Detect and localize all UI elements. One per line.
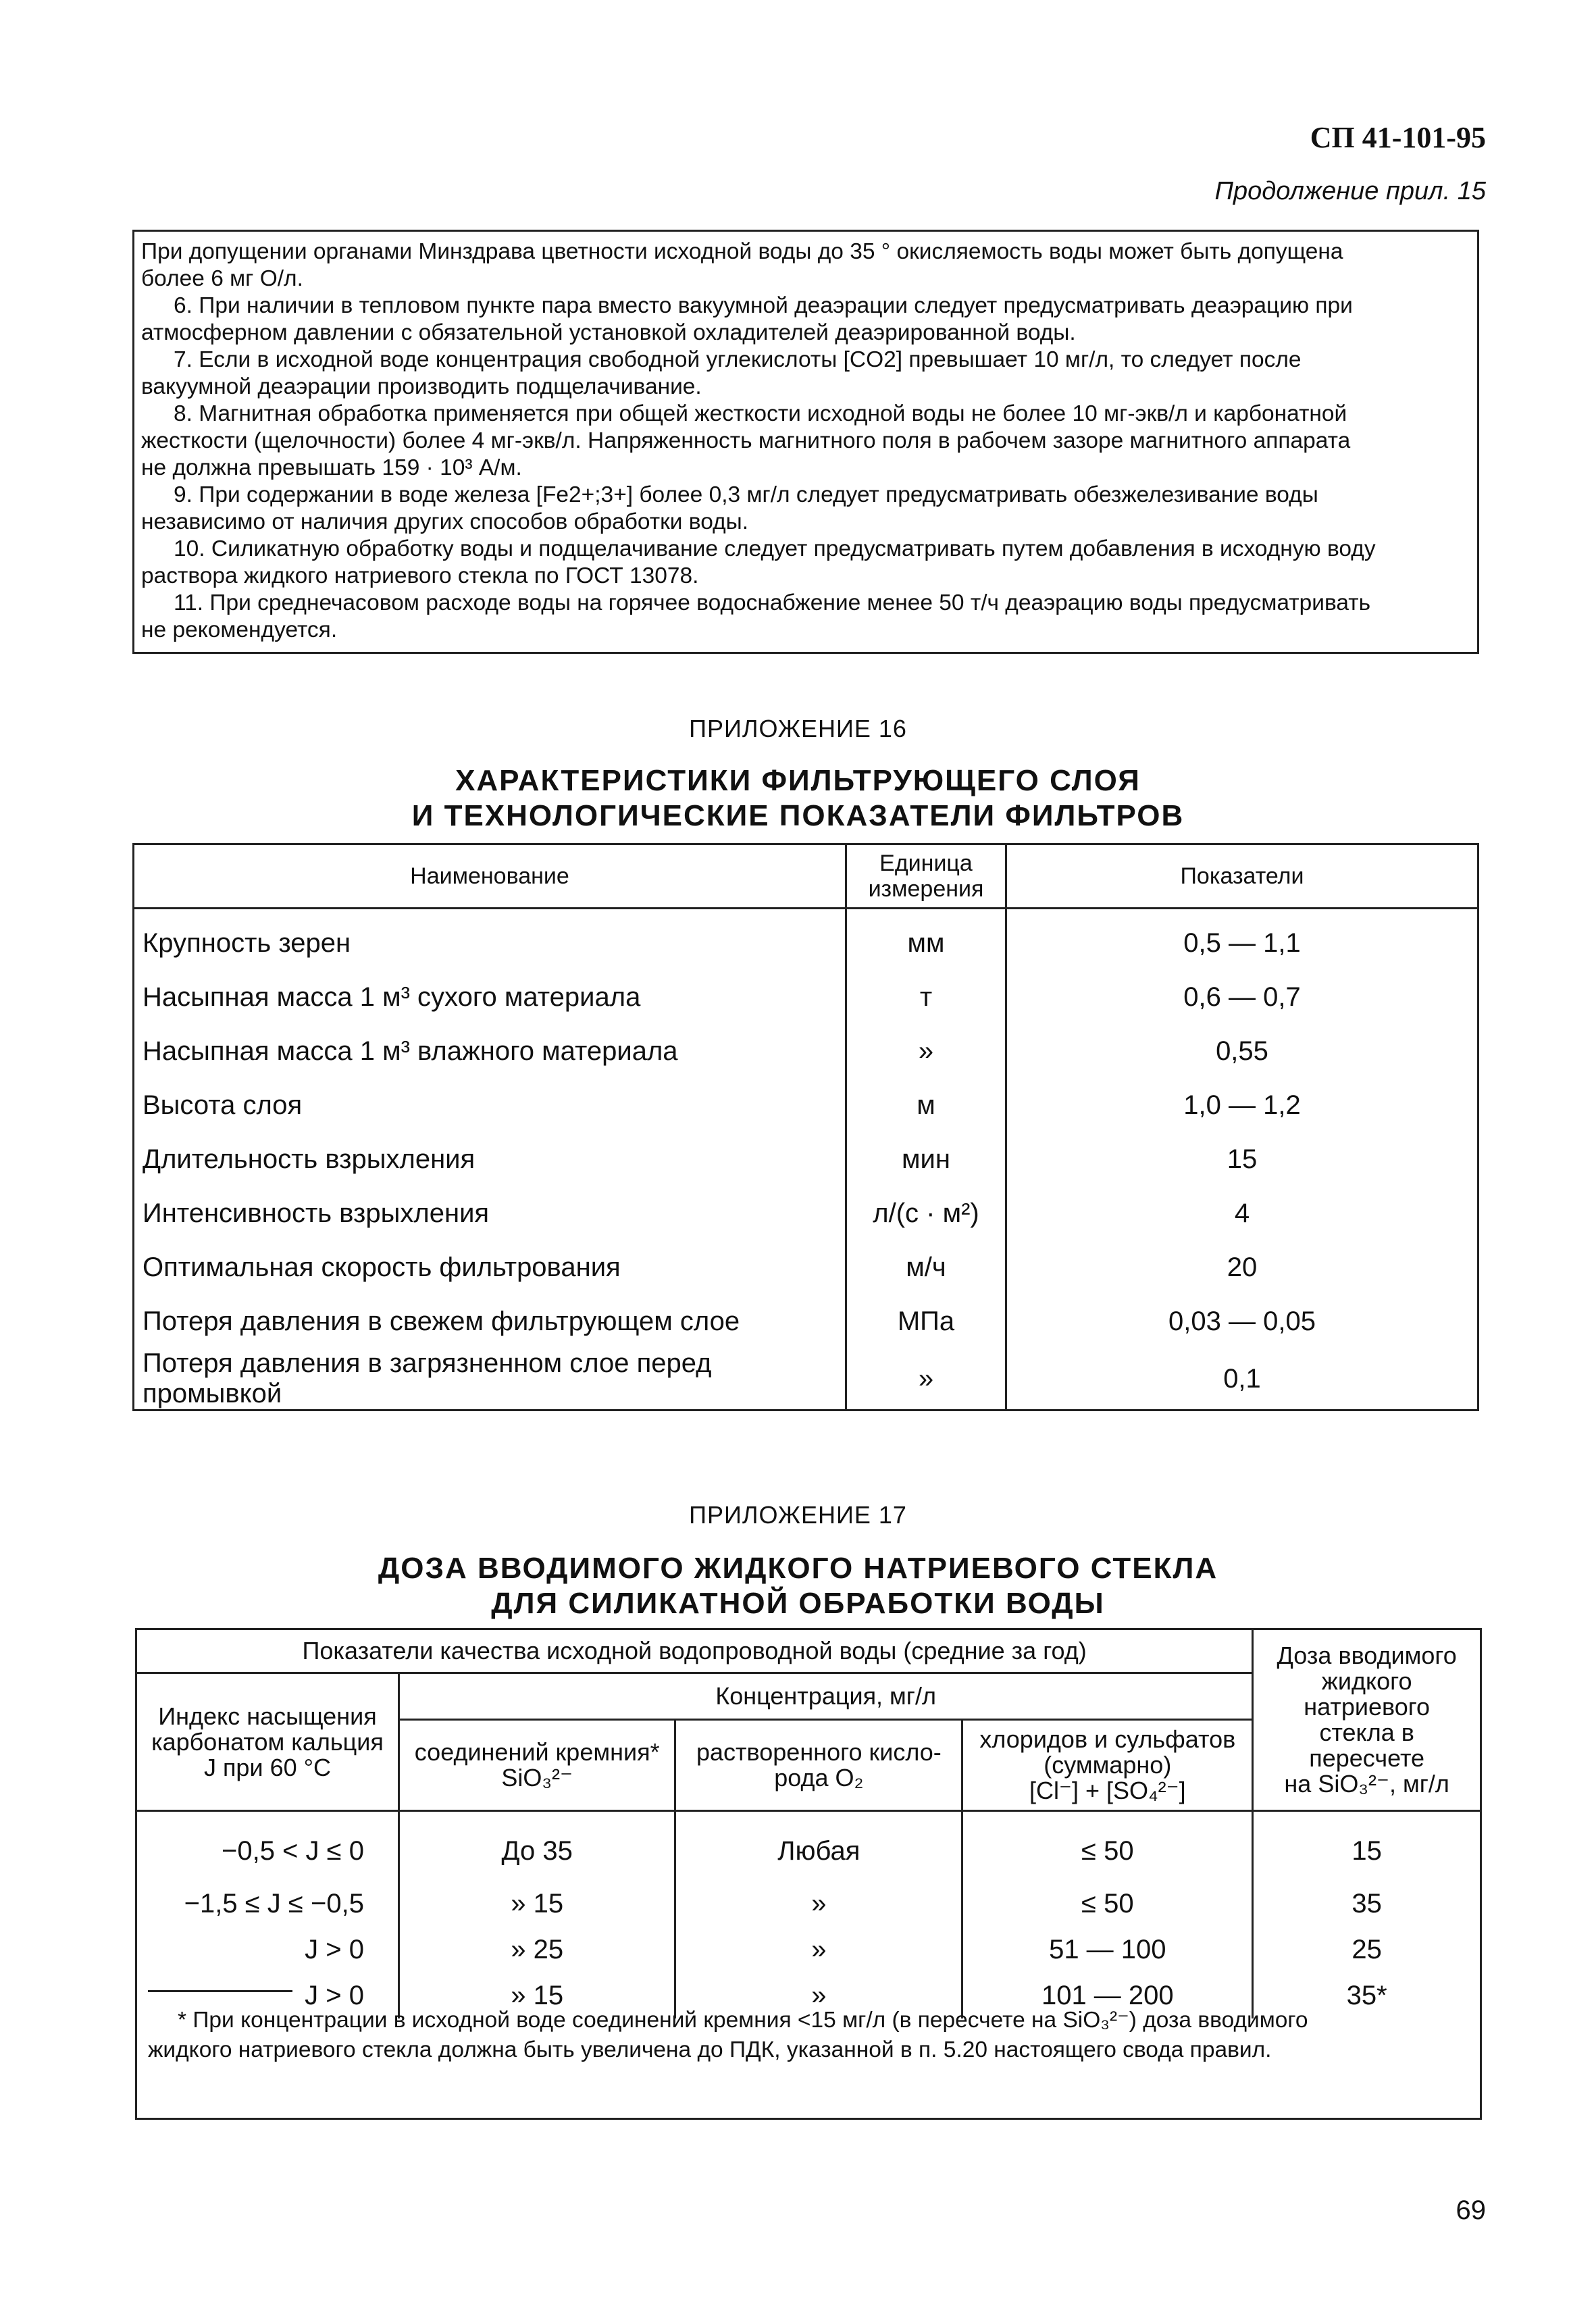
- column-header-dose: Доза вводимого жидкого натриевого стекла в пересчете на SiO₃²⁻, мг/л: [1253, 1629, 1481, 1811]
- row-silicon: До 35: [398, 1811, 675, 1881]
- column-group-quality-indicators: Показатели качества исходной водопроводной воды (средние за год): [136, 1629, 1253, 1673]
- column-header-oxygen: растворенного кисло- рода O₂: [675, 1720, 962, 1811]
- row-unit: »: [846, 1024, 1006, 1078]
- row-value: 20: [1006, 1240, 1478, 1294]
- row-unit: м/ч: [846, 1240, 1006, 1294]
- appendix-16-title-line2: И ТЕХНОЛОГИЧЕСКИЕ ПОКАЗАТЕЛИ ФИЛЬТРОВ: [411, 799, 1185, 832]
- note-line: 9. При содержании в воде железа [Fe2+;3+] более 0,3 мг/л следует предусматривать обезжелезивание воды: [174, 482, 1318, 507]
- row-name: Крупность зерен: [134, 909, 846, 971]
- table-row: [134, 1024, 1478, 1078]
- column-header-name: Наименование: [134, 844, 846, 909]
- row-name: Насыпная масса 1 м³ сухого материала: [134, 970, 846, 1024]
- row-index: −1,5 ≤ J ≤ −0,5: [136, 1881, 399, 1927]
- row-unit: т: [846, 970, 1006, 1024]
- row-oxygen: Любая: [675, 1811, 962, 1881]
- appendix-17-title: [0, 1551, 1596, 1621]
- row-value: 0,5 — 1,1: [1006, 909, 1478, 971]
- page-number: 69: [1456, 2195, 1486, 2225]
- row-unit: мин: [846, 1132, 1006, 1186]
- note-line: более 6 мг О/л.: [141, 266, 303, 291]
- column-group-concentration: Концентрация, мг/л: [398, 1673, 1252, 1720]
- note-line: 10. Силикатную обработку воды и подщелачивание следует предусматривать путем добавления в исходную воду: [174, 536, 1376, 561]
- table-header-row: [136, 1629, 1481, 1673]
- row-value: 0,6 — 0,7: [1006, 970, 1478, 1024]
- table-row: [134, 1348, 1478, 1410]
- footnote-line: жидкого натриевого стекла должна быть увеличена до ПДК, указанной в п. 5.20 настоящего свода правил.: [148, 2037, 1272, 2062]
- row-dose: 35: [1253, 1881, 1481, 1927]
- row-index: J > 0: [136, 1927, 399, 1973]
- row-unit: л/(с · м²): [846, 1186, 1006, 1240]
- footnote-divider: [148, 1990, 292, 1992]
- note-line: независимо от наличия других способов обработки воды.: [141, 509, 749, 534]
- row-value: 1,0 — 1,2: [1006, 1078, 1478, 1132]
- row-unit: »: [846, 1348, 1006, 1410]
- note-line: раствора жидкого натриевого стекла по ГОСТ 13078.: [141, 563, 699, 588]
- row-unit: МПа: [846, 1294, 1006, 1348]
- row-index: −0,5 < J ≤ 0: [136, 1811, 399, 1881]
- row-value: 0,1: [1006, 1348, 1478, 1410]
- note-line: жесткости (щелочности) более 4 мг-экв/л. Напряженность магнитного поля в рабочем зазоре магнитного аппарата: [141, 428, 1351, 453]
- table-row: [134, 970, 1478, 1024]
- column-header-unit: Единица измерения: [846, 844, 1006, 909]
- table-row: [134, 909, 1478, 971]
- column-header-silicon: соединений кремния* SiO₃²⁻: [398, 1720, 675, 1811]
- row-chlorides: ≤ 50: [962, 1881, 1253, 1927]
- footnote-line: * При концентрации в исходной воде соединений кремния <15 мг/л (в пересчете на SiO₃²⁻) доза вводимого: [178, 2008, 1308, 2033]
- appendix-17-label: ПРИЛОЖЕНИЕ 17: [689, 1501, 907, 1529]
- row-value: 4: [1006, 1186, 1478, 1240]
- column-header-value: Показатели: [1006, 844, 1478, 909]
- row-name: Оптимальная скорость фильтрования: [134, 1240, 846, 1294]
- note-line: 11. При среднечасовом расходе воды на горячее водоснабжение менее 50 т/ч деаэрацию воды предусматривать: [174, 590, 1371, 615]
- row-dose: 25: [1253, 1927, 1481, 1973]
- filter-characteristics-table: [132, 843, 1479, 1411]
- table-header-row: [134, 844, 1478, 909]
- appendix-16-title-line1: ХАРАКТЕРИСТИКИ ФИЛЬТРУЮЩЕГО СЛОЯ: [455, 764, 1141, 797]
- sodium-silicate-dose-table: [135, 1628, 1482, 2018]
- row-dose: 15: [1253, 1811, 1481, 1881]
- table-row: [134, 1240, 1478, 1294]
- row-oxygen: »: [675, 1973, 962, 2018]
- row-unit: мм: [846, 909, 1006, 971]
- table-row: [134, 1294, 1478, 1348]
- note-line: 7. Если в исходной воде концентрация свободной углекислоты [CO2] превышает 10 мг/л, то следует после: [174, 347, 1302, 372]
- row-silicon: » 15: [398, 1881, 675, 1927]
- appendix-16-title: [0, 763, 1596, 834]
- continuation-label: Продолжение прил. 15: [1214, 177, 1486, 205]
- table-row: [136, 1881, 1481, 1927]
- row-name: Длительность взрыхления: [134, 1132, 846, 1186]
- table-row: [134, 1078, 1478, 1132]
- note-line: не должна превышать 159 · 10³ А/м.: [141, 455, 522, 480]
- row-dose: 35*: [1253, 1973, 1481, 2018]
- appendix-17-title-line1: ДОЗА ВВОДИМОГО ЖИДКОГО НАТРИЕВОГО СТЕКЛА: [378, 1552, 1218, 1585]
- row-name: Высота слоя: [134, 1078, 846, 1132]
- note-line: При допущении органами Минздрава цветности исходной воды до 35 ° окисляемость воды может быть допущена: [141, 239, 1343, 264]
- table-row: [136, 1811, 1481, 1881]
- column-header-saturation-index: Индекс насыщения карбонатом кальция J при 60 °С: [136, 1673, 399, 1811]
- row-oxygen: »: [675, 1881, 962, 1927]
- row-silicon: » 15: [398, 1973, 675, 2018]
- row-chlorides: 51 — 100: [962, 1927, 1253, 1973]
- table-row: [134, 1186, 1478, 1240]
- row-name: Потеря давления в свежем фильтрующем слое: [134, 1294, 846, 1348]
- note-line: 8. Магнитная обработка применяется при общей жесткости исходной воды не более 10 мг-экв/л и карбонатной: [174, 401, 1347, 426]
- footnote-box: [135, 1966, 1482, 2120]
- row-silicon: » 25: [398, 1927, 675, 1973]
- row-name: Интенсивность взрыхления: [134, 1186, 846, 1240]
- row-unit: м: [846, 1078, 1006, 1132]
- row-chlorides: ≤ 50: [962, 1811, 1253, 1881]
- document-code: СП 41-101-95: [1310, 121, 1486, 154]
- appendix-17-title-line2: ДЛЯ СИЛИКАТНОЙ ОБРАБОТКИ ВОДЫ: [491, 1587, 1105, 1620]
- note-line: 6. При наличии в тепловом пункте пара вместо вакуумной деаэрации следует предусматривать деаэрацию при: [174, 293, 1353, 318]
- column-header-chlorides-sulfates: хлоридов и сульфатов (суммарно) [Cl⁻] + [SO₄²⁻]: [962, 1720, 1253, 1811]
- row-name: Насыпная масса 1 м³ влажного материала: [134, 1024, 846, 1078]
- note-line: вакуумной деаэрации производить подщелачивание.: [141, 374, 702, 399]
- row-chlorides: 101 — 200: [962, 1973, 1253, 2018]
- row-value: 0,03 — 0,05: [1006, 1294, 1478, 1348]
- row-value: 0,55: [1006, 1024, 1478, 1078]
- row-index: J > 0: [136, 1973, 399, 2018]
- row-name: Потеря давления в загрязненном слое перед промывкой: [134, 1348, 846, 1410]
- row-value: 15: [1006, 1132, 1478, 1186]
- note-line: атмосферном давлении с обязательной установкой охладителей деаэрированной воды.: [141, 320, 1076, 345]
- row-oxygen: »: [675, 1927, 962, 1973]
- note-line: не рекомендуется.: [141, 617, 338, 642]
- notes-box: [132, 230, 1479, 654]
- table-row: [134, 1132, 1478, 1186]
- appendix-16-label: ПРИЛОЖЕНИЕ 16: [689, 715, 907, 742]
